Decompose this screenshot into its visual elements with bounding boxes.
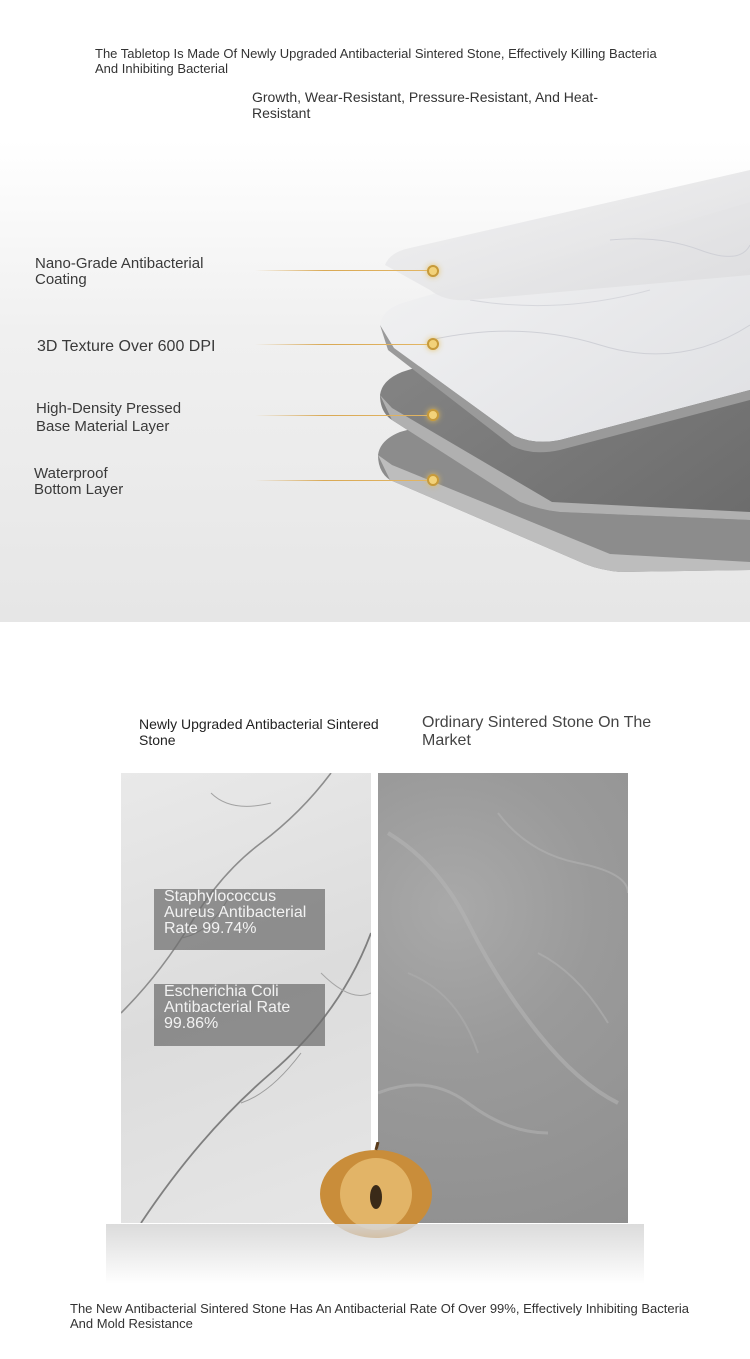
layer-label-base: High-Density Pressed Base Material Layer	[36, 400, 182, 435]
marker-dot-coating	[427, 265, 439, 277]
escherichia-rate-box: Escherichia Coli Antibacterial Rate 99.86%	[154, 984, 325, 1046]
comparison-title-antibacterial: Newly Upgraded Antibacterial Sintered Stone	[139, 716, 379, 748]
slab-layers-illustration	[0, 140, 750, 622]
layer-label-bottom: Waterproof Bottom Layer	[34, 465, 124, 498]
leader-line-texture	[255, 344, 427, 345]
leader-line-coating	[255, 270, 427, 271]
marker-dot-bottom	[427, 474, 439, 486]
comparison-section	[0, 622, 750, 1359]
leader-line-bottom	[255, 480, 427, 481]
marker-dot-base	[427, 409, 439, 421]
layer-label-texture: 3D Texture Over 600 DPI	[37, 338, 216, 355]
footer-summary-text: The New Antibacterial Sintered Stone Has An Antibacterial Rate Of Over 99%, Effectively Inhibiting Bacteria And Mold Resistance	[70, 1301, 690, 1331]
staphylococcus-rate-box: Staphylococcus Aureus Antibacterial Rate 99.74%	[154, 889, 325, 950]
layer-label-coating: Nano-Grade Antibacterial Coating	[35, 255, 204, 288]
intro-text-line1: The Tabletop Is Made Of Newly Upgraded Antibacterial Sintered Stone, Effectively Killing Bacteria And Inhibiting Bacterial	[95, 46, 657, 76]
intro-text-line2: Growth, Wear-Resistant, Pressure-Resistant, And Heat-Resistant	[252, 89, 598, 121]
leader-line-base	[255, 415, 427, 416]
marker-dot-texture	[427, 338, 439, 350]
layer-structure-section	[0, 140, 750, 622]
comparison-title-ordinary: Ordinary Sintered Stone On The Market	[422, 714, 652, 749]
panel-reflection	[106, 1224, 644, 1284]
